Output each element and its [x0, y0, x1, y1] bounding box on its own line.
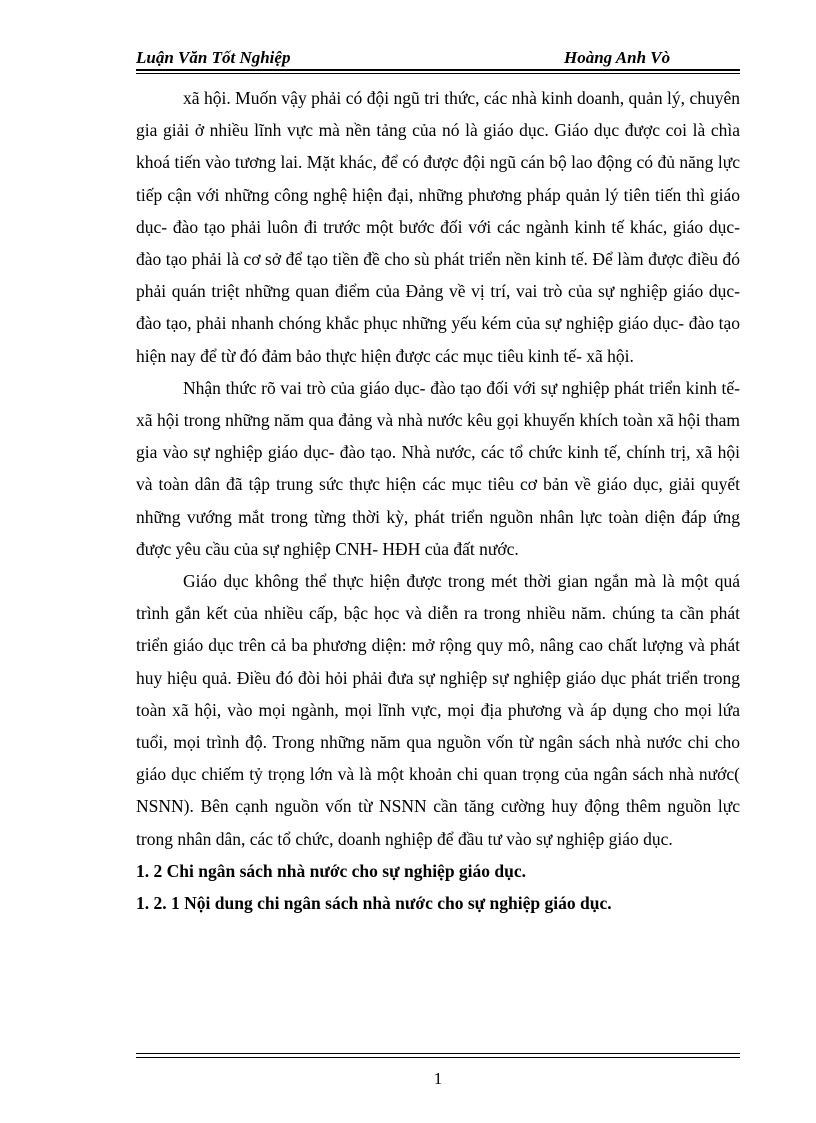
- paragraph-3: Giáo dục không thể thực hiện được trong mét thời gian ngắn mà là một quá trình gắn kết của nhiều cấp, bậc học và diễn ra trong nhiều năm. chúng ta cần phát triển giáo dục trên cả ba phương diện: mở rộng quy mô, nâng cao chất lượng và phát huy hiệu quả. Điều đó đòi hỏi phải đưa sự nghiệp sự nghiệp giáo dục phát triển trong toàn xã hội, vào mọi ngành, mọi lĩnh vực, mọi địa phương và áp dụng cho mọi lứa tuổi, mọi trình độ. Trong những năm qua nguồn vốn từ ngân sách nhà nước chi cho giáo dục chiếm tỷ trọng lớn và là một khoản chi quan trọng của ngân sách nhà nước( NSNN). Bên cạnh nguồn vốn từ NSNN cần tăng cường huy động thêm nguồn lực trong nhân dân, các tổ chức, doanh nghiệp để đầu tư vào sự nghiệp giáo dục.: [136, 571, 740, 849]
- footer-rule-bottom: [136, 1057, 740, 1058]
- header-rule-thick: [136, 69, 740, 71]
- paragraph-1: xã hội. Muốn vậy phải có đội ngũ tri thức, các nhà kinh doanh, quản lý, chuyên gia giải ở nhiều lĩnh vực mà nền tảng của nó là giáo dục. Giáo dục được coi là chìa khoá tiến vào tương lai. Mặt khác, để có được đội ngũ cán bộ lao động có đủ năng lực tiếp cận với những công nghệ hiện đại, những phương pháp quản lý tiên tiến thì giáo dục- đào tạo phải luôn đi trước một bước đối với các ngành kinh tế khác, giáo dục- đào tạo phải là cơ sở để tạo tiền đề cho sù phát triển nền kinh tế. Để làm được điều đó phải quán triệt những quan điểm của Đảng về vị trí, vai trò của sự nghiệp giáo dục- đào tạo, phải nhanh chóng khắc phục những yếu kém của sự nghiệp giáo dục- đào tạo hiện nay để từ đó đảm bảo thực hiện được các mục tiêu kinh tế- xã hội.: [136, 88, 740, 366]
- paragraph-2: Nhận thức rõ vai trò của giáo dục- đào tạo đối với sự nghiệp phát triển kinh tế- xã hội trong những năm qua đảng và nhà nước kêu gọi khuyến khích toàn xã hội tham gia vào sự nghiệp giáo dục- đào tạo. Nhà nước, các tổ chức kinh tế, chính trị, xã hội và toàn dân đã tập trung sức thực hiện các mục tiêu cơ bản về giáo dục, giải quyết những vướng mắt trong từng thời kỳ, phát triển nguồn nhân lực toàn diện đáp ứng được yêu cầu của sự nghiệp CNH- HĐH của đất nước.: [136, 377, 740, 559]
- page-number: 1: [433, 1069, 443, 1088]
- subsection-heading: 1. 2. 1 Nội dung chi ngân sách nhà nước cho sự nghiệp giáo dục.: [136, 893, 612, 914]
- header-author: Hoàng Anh Vò: [564, 48, 671, 67]
- document-body: [136, 82, 740, 919]
- section-heading: 1. 2 Chi ngân sách nhà nước cho sự nghiệp giáo dục.: [136, 860, 527, 881]
- header-rule-thin: [136, 73, 740, 74]
- page-header: [136, 48, 740, 70]
- header-title: Luận Văn Tốt Nghiệp: [136, 48, 291, 67]
- footer-rule-top: [136, 1053, 740, 1054]
